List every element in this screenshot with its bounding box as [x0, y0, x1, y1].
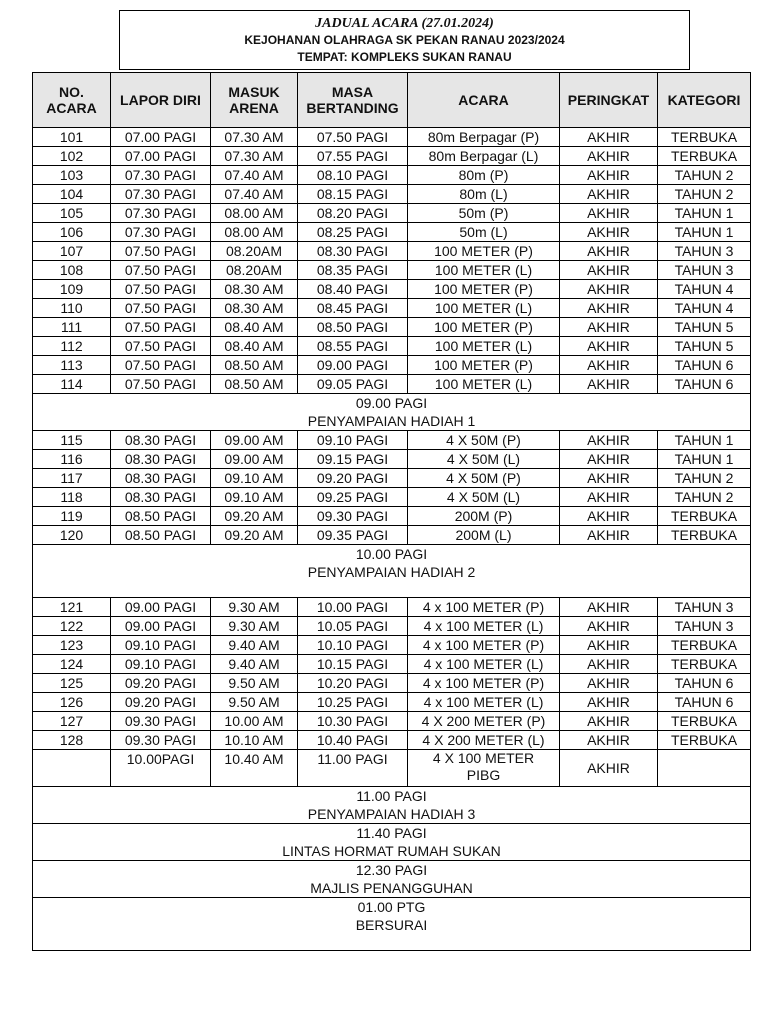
table-row — [33, 731, 751, 750]
cell-lapor-diri: 08.30 PAGI — [111, 431, 211, 450]
cell-no-acara: 127 — [33, 712, 111, 731]
cell-masa-bertanding: 10.15 PAGI — [298, 655, 408, 674]
table-row — [33, 488, 751, 507]
cell-masuk-arena: 09.10 AM — [211, 469, 298, 488]
cell-masa-bertanding: 07.55 PAGI — [298, 147, 408, 166]
cell-peringkat: AKHIR — [560, 204, 658, 223]
cell-acara: 100 METER (P) — [408, 318, 560, 337]
cell-kategori: TAHUN 1 — [658, 450, 751, 469]
cell-no-acara: 119 — [33, 507, 111, 526]
cell-kategori: TAHUN 6 — [658, 375, 751, 394]
cell-lapor-diri: 09.30 PAGI — [111, 712, 211, 731]
cell-acara: 100 METER (P) — [408, 242, 560, 261]
table-row — [33, 655, 751, 674]
cell-acara: 100 METER (L) — [408, 375, 560, 394]
cell-acara: 100 METER (P) — [408, 280, 560, 299]
cell-lapor-diri: 08.50 PAGI — [111, 507, 211, 526]
cell-masa-bertanding: 09.10 PAGI — [298, 431, 408, 450]
cell-masa-bertanding: 08.20 PAGI — [298, 204, 408, 223]
break-time: 09.00 PAGI — [355, 395, 428, 411]
cell-no-acara: 108 — [33, 261, 111, 280]
table-row — [33, 204, 751, 223]
cell-kategori: TAHUN 1 — [658, 223, 751, 242]
cell-masuk-arena: 07.30 AM — [211, 128, 298, 147]
cell-peringkat: AKHIR — [560, 636, 658, 655]
table-row — [33, 375, 751, 394]
cell-peringkat: AKHIR — [560, 147, 658, 166]
cell-peringkat: AKHIR — [560, 655, 658, 674]
break-label: PENYAMPAIAN HADIAH 3 — [307, 806, 476, 822]
col-header-acara: ACARA — [408, 73, 560, 128]
cell-masa-bertanding: 10.30 PAGI — [298, 712, 408, 731]
cell-no-acara: 102 — [33, 147, 111, 166]
cell-no-acara: 118 — [33, 488, 111, 507]
cell-lapor-diri: 08.30 PAGI — [111, 488, 211, 507]
cell-peringkat: AKHIR — [560, 617, 658, 636]
cell-masa-bertanding: 08.55 PAGI — [298, 337, 408, 356]
cell-masa-bertanding: 09.15 PAGI — [298, 450, 408, 469]
cell-kategori: TAHUN 3 — [658, 617, 751, 636]
cell-acara: 4 x 100 METER (L) — [408, 617, 560, 636]
break-row-hadiah-3 — [33, 787, 751, 824]
cell-acara: 4 X 100 METER PIBG — [408, 750, 560, 787]
document-header — [119, 10, 690, 70]
cell-peringkat: AKHIR — [560, 674, 658, 693]
break-row-hadiah-2 — [33, 545, 751, 598]
cell-peringkat: AKHIR — [560, 431, 658, 450]
cell-acara: 4 X 200 METER (P) — [408, 712, 560, 731]
break-row-hadiah-1 — [33, 394, 751, 431]
cell-acara: 4 x 100 METER (P) — [408, 674, 560, 693]
table-row — [33, 693, 751, 712]
cell-kategori: TAHUN 3 — [658, 598, 751, 617]
cell-acara: 200M (P) — [408, 507, 560, 526]
cell-lapor-diri: 07.30 PAGI — [111, 223, 211, 242]
cell-no-acara: 113 — [33, 356, 111, 375]
table-row-pibg — [33, 750, 751, 787]
cell-peringkat: AKHIR — [560, 299, 658, 318]
table-row — [33, 280, 751, 299]
cell-lapor-diri: 07.50 PAGI — [111, 318, 211, 337]
table-row — [33, 636, 751, 655]
cell-kategori: TAHUN 6 — [658, 674, 751, 693]
cell-masa-bertanding: 08.45 PAGI — [298, 299, 408, 318]
table-row — [33, 223, 751, 242]
cell-acara: 200M (L) — [408, 526, 560, 545]
cell-no-acara: 128 — [33, 731, 111, 750]
cell-peringkat: AKHIR — [560, 242, 658, 261]
cell-no-acara: 107 — [33, 242, 111, 261]
cell-acara: 100 METER (L) — [408, 299, 560, 318]
cell-kategori: TERBUKA — [658, 507, 751, 526]
cell-lapor-diri: 08.30 PAGI — [111, 450, 211, 469]
table-row — [33, 242, 751, 261]
cell-lapor-diri: 09.10 PAGI — [111, 655, 211, 674]
col-header-masuk-arena: MASUK ARENA — [211, 73, 298, 128]
col-header-kategori: KATEGORI — [658, 73, 751, 128]
cell-kategori: TERBUKA — [658, 636, 751, 655]
cell-masa-bertanding: 08.30 PAGI — [298, 242, 408, 261]
cell-peringkat: AKHIR — [560, 693, 658, 712]
event-name: KEJOHANAN OLAHRAGA SK PEKAN RANAU 2023/2024 — [244, 33, 565, 47]
cell-no-acara: 126 — [33, 693, 111, 712]
cell-kategori: TAHUN 1 — [658, 431, 751, 450]
cell-kategori: TAHUN 6 — [658, 693, 751, 712]
cell-peringkat: AKHIR — [560, 598, 658, 617]
cell-masuk-arena: 08.50 AM — [211, 356, 298, 375]
cell-kategori: TAHUN 2 — [658, 488, 751, 507]
cell-lapor-diri: 07.50 PAGI — [111, 280, 211, 299]
break-label: BERSURAI — [355, 917, 428, 933]
cell-masa-bertanding: 10.25 PAGI — [298, 693, 408, 712]
cell-lapor-diri: 07.50 PAGI — [111, 356, 211, 375]
cell-no-acara: 117 — [33, 469, 111, 488]
cell-masuk-arena: 10.40 AM — [211, 750, 298, 787]
cell-acara: 4 X 50M (P) — [408, 469, 560, 488]
cell-peringkat: AKHIR — [560, 280, 658, 299]
cell-acara: 50m (L) — [408, 223, 560, 242]
break-label: LINTAS HORMAT RUMAH SUKAN — [282, 843, 501, 859]
table-row — [33, 674, 751, 693]
cell-peringkat: AKHIR — [560, 166, 658, 185]
cell-peringkat: AKHIR — [560, 261, 658, 280]
cell-no-acara: 101 — [33, 128, 111, 147]
cell-kategori: TAHUN 2 — [658, 185, 751, 204]
cell-peringkat: AKHIR — [560, 526, 658, 545]
cell-masuk-arena: 10.10 AM — [211, 731, 298, 750]
cell-no-acara: 120 — [33, 526, 111, 545]
cell-no-acara: 122 — [33, 617, 111, 636]
cell-masa-bertanding: 10.20 PAGI — [298, 674, 408, 693]
cell-masa-bertanding: 08.50 PAGI — [298, 318, 408, 337]
cell-kategori: TAHUN 2 — [658, 166, 751, 185]
table-row — [33, 450, 751, 469]
table-row — [33, 166, 751, 185]
table-row — [33, 712, 751, 731]
cell-peringkat: AKHIR — [560, 185, 658, 204]
cell-masa-bertanding: 08.25 PAGI — [298, 223, 408, 242]
cell-peringkat: AKHIR — [560, 488, 658, 507]
break-row-penangguhan — [33, 861, 751, 898]
cell-kategori: TERBUKA — [658, 128, 751, 147]
table-row — [33, 507, 751, 526]
cell-masuk-arena: 09.20 AM — [211, 507, 298, 526]
cell-lapor-diri: 07.00 PAGI — [111, 147, 211, 166]
cell-masa-bertanding: 08.10 PAGI — [298, 166, 408, 185]
cell-acara: 4 x 100 METER (L) — [408, 693, 560, 712]
cell-masa-bertanding: 09.20 PAGI — [298, 469, 408, 488]
cell-masuk-arena: 9.30 AM — [211, 598, 298, 617]
cell-masuk-arena: 9.40 AM — [211, 655, 298, 674]
table-row — [33, 128, 751, 147]
cell-lapor-diri: 07.50 PAGI — [111, 261, 211, 280]
cell-masuk-arena: 08.00 AM — [211, 204, 298, 223]
cell-no-acara: 116 — [33, 450, 111, 469]
cell-kategori: TAHUN 3 — [658, 261, 751, 280]
table-row — [33, 617, 751, 636]
cell-masuk-arena: 09.10 AM — [211, 488, 298, 507]
cell-masa-bertanding: 09.35 PAGI — [298, 526, 408, 545]
cell-kategori: TERBUKA — [658, 147, 751, 166]
cell-kategori: TAHUN 4 — [658, 299, 751, 318]
cell-no-acara: 123 — [33, 636, 111, 655]
cell-acara: 4 X 50M (L) — [408, 450, 560, 469]
cell-kategori: TERBUKA — [658, 712, 751, 731]
cell-no-acara: 106 — [33, 223, 111, 242]
cell-lapor-diri: 07.50 PAGI — [111, 242, 211, 261]
cell-acara: 4 X 50M (P) — [408, 431, 560, 450]
cell-masuk-arena: 08.30 AM — [211, 299, 298, 318]
break-label: MAJLIS PENANGGUHAN — [310, 880, 473, 896]
cell-no-acara: 110 — [33, 299, 111, 318]
table-row — [33, 356, 751, 375]
cell-masuk-arena: 07.40 AM — [211, 166, 298, 185]
cell-masuk-arena: 09.20 AM — [211, 526, 298, 545]
cell-masuk-arena: 08.00 AM — [211, 223, 298, 242]
cell-peringkat: AKHIR — [560, 318, 658, 337]
table-row — [33, 431, 751, 450]
cell-lapor-diri: 09.00 PAGI — [111, 617, 211, 636]
table-row — [33, 526, 751, 545]
cell-peringkat: AKHIR — [560, 469, 658, 488]
cell-masa-bertanding: 08.35 PAGI — [298, 261, 408, 280]
cell-no-acara: 109 — [33, 280, 111, 299]
cell-acara: 4 x 100 METER (P) — [408, 636, 560, 655]
cell-masuk-arena: 08.30 AM — [211, 280, 298, 299]
schedule-title: JADUAL ACARA (27.01.2024) — [315, 16, 494, 31]
cell-masa-bertanding: 11.00 PAGI — [298, 750, 408, 787]
schedule-table — [32, 72, 751, 951]
cell-masa-bertanding: 09.30 PAGI — [298, 507, 408, 526]
col-header-peringkat: PERINGKAT — [560, 73, 658, 128]
header-row — [33, 73, 751, 128]
break-time: 10.00 PAGI — [355, 546, 428, 562]
cell-lapor-diri: 09.30 PAGI — [111, 731, 211, 750]
cell-no-acara: 125 — [33, 674, 111, 693]
cell-masa-bertanding: 09.00 PAGI — [298, 356, 408, 375]
cell-acara: 100 METER (L) — [408, 337, 560, 356]
cell-acara: 80m Berpagar (P) — [408, 128, 560, 147]
cell-kategori: TAHUN 5 — [658, 318, 751, 337]
cell-masa-bertanding: 07.50 PAGI — [298, 128, 408, 147]
col-header-lapor-diri: LAPOR DIRI — [111, 73, 211, 128]
cell-masuk-arena: 9.50 AM — [211, 693, 298, 712]
cell-acara: 4 x 100 METER (P) — [408, 598, 560, 617]
cell-no-acara: 115 — [33, 431, 111, 450]
cell-lapor-diri: 08.30 PAGI — [111, 469, 211, 488]
cell-masuk-arena: 08.20AM — [211, 242, 298, 261]
cell-no-acara — [33, 750, 111, 787]
cell-no-acara: 105 — [33, 204, 111, 223]
cell-no-acara: 103 — [33, 166, 111, 185]
cell-kategori: TERBUKA — [658, 526, 751, 545]
cell-no-acara: 121 — [33, 598, 111, 617]
cell-masa-bertanding: 08.15 PAGI — [298, 185, 408, 204]
cell-lapor-diri: 07.30 PAGI — [111, 166, 211, 185]
cell-lapor-diri: 10.00PAGI — [111, 750, 211, 787]
cell-peringkat: AKHIR — [560, 450, 658, 469]
cell-kategori: TAHUN 1 — [658, 204, 751, 223]
table-row — [33, 147, 751, 166]
cell-acara: 80m (P) — [408, 166, 560, 185]
cell-lapor-diri: 08.50 PAGI — [111, 526, 211, 545]
cell-no-acara: 112 — [33, 337, 111, 356]
cell-no-acara: 124 — [33, 655, 111, 674]
cell-peringkat: AKHIR — [560, 356, 658, 375]
cell-masa-bertanding: 10.00 PAGI — [298, 598, 408, 617]
cell-no-acara: 111 — [33, 318, 111, 337]
cell-peringkat: AKHIR — [560, 507, 658, 526]
table-row — [33, 469, 751, 488]
break-row-bersurai — [33, 898, 751, 951]
cell-masuk-arena: 9.50 AM — [211, 674, 298, 693]
col-header-no-acara: NO. ACARA — [33, 73, 111, 128]
cell-lapor-diri: 07.50 PAGI — [111, 299, 211, 318]
cell-masuk-arena: 9.30 AM — [211, 617, 298, 636]
cell-masa-bertanding: 09.05 PAGI — [298, 375, 408, 394]
cell-acara: 80m Berpagar (L) — [408, 147, 560, 166]
cell-masa-bertanding: 10.10 PAGI — [298, 636, 408, 655]
cell-peringkat: AKHIR — [560, 750, 658, 787]
table-row — [33, 299, 751, 318]
break-label: PENYAMPAIAN HADIAH 1 — [307, 413, 476, 429]
break-time: 11.00 PAGI — [356, 788, 427, 804]
cell-peringkat: AKHIR — [560, 223, 658, 242]
cell-masuk-arena: 09.00 AM — [211, 450, 298, 469]
cell-lapor-diri: 07.30 PAGI — [111, 204, 211, 223]
venue: TEMPAT: KOMPLEKS SUKAN RANAU — [297, 50, 512, 64]
cell-lapor-diri: 09.00 PAGI — [111, 598, 211, 617]
cell-kategori: TAHUN 6 — [658, 356, 751, 375]
cell-kategori: TAHUN 2 — [658, 469, 751, 488]
cell-kategori: TAHUN 4 — [658, 280, 751, 299]
cell-masuk-arena: 08.20AM — [211, 261, 298, 280]
cell-lapor-diri: 09.10 PAGI — [111, 636, 211, 655]
table-row — [33, 598, 751, 617]
break-row-lintas-hormat — [33, 824, 751, 861]
cell-peringkat: AKHIR — [560, 712, 658, 731]
cell-masa-bertanding: 10.40 PAGI — [298, 731, 408, 750]
cell-masuk-arena: 07.30 AM — [211, 147, 298, 166]
cell-masuk-arena: 9.40 AM — [211, 636, 298, 655]
cell-kategori: TAHUN 3 — [658, 242, 751, 261]
cell-kategori: TERBUKA — [658, 655, 751, 674]
cell-masuk-arena: 10.00 AM — [211, 712, 298, 731]
cell-lapor-diri: 09.20 PAGI — [111, 693, 211, 712]
cell-lapor-diri: 07.50 PAGI — [111, 337, 211, 356]
cell-lapor-diri: 07.30 PAGI — [111, 185, 211, 204]
break-time: 01.00 PTG — [357, 899, 426, 915]
table-row — [33, 261, 751, 280]
cell-no-acara: 114 — [33, 375, 111, 394]
table-row — [33, 318, 751, 337]
cell-peringkat: AKHIR — [560, 128, 658, 147]
cell-masuk-arena: 08.50 AM — [211, 375, 298, 394]
cell-masuk-arena: 09.00 AM — [211, 431, 298, 450]
cell-kategori: TERBUKA — [658, 731, 751, 750]
cell-masuk-arena: 08.40 AM — [211, 318, 298, 337]
cell-masa-bertanding: 10.05 PAGI — [298, 617, 408, 636]
cell-peringkat: AKHIR — [560, 375, 658, 394]
cell-masuk-arena: 08.40 AM — [211, 337, 298, 356]
cell-peringkat: AKHIR — [560, 731, 658, 750]
cell-lapor-diri: 07.00 PAGI — [111, 128, 211, 147]
cell-acara: 4 x 100 METER (L) — [408, 655, 560, 674]
cell-masa-bertanding: 09.25 PAGI — [298, 488, 408, 507]
cell-acara: 4 X 200 METER (L) — [408, 731, 560, 750]
cell-acara: 100 METER (L) — [408, 261, 560, 280]
cell-acara: 100 METER (P) — [408, 356, 560, 375]
table-row — [33, 337, 751, 356]
break-time: 12.30 PAGI — [355, 862, 428, 878]
cell-kategori — [658, 750, 751, 787]
cell-kategori: TAHUN 5 — [658, 337, 751, 356]
cell-acara: 4 X 50M (L) — [408, 488, 560, 507]
cell-peringkat: AKHIR — [560, 337, 658, 356]
cell-masa-bertanding: 08.40 PAGI — [298, 280, 408, 299]
cell-acara: 50m (P) — [408, 204, 560, 223]
cell-lapor-diri: 09.20 PAGI — [111, 674, 211, 693]
col-header-masa-bertanding: MASA BERTANDING — [298, 73, 408, 128]
cell-masuk-arena: 07.40 AM — [211, 185, 298, 204]
break-label: PENYAMPAIAN HADIAH 2 — [307, 564, 476, 580]
table-row — [33, 185, 751, 204]
cell-lapor-diri: 07.50 PAGI — [111, 375, 211, 394]
cell-no-acara: 104 — [33, 185, 111, 204]
cell-acara: 80m (L) — [408, 185, 560, 204]
break-time: 11.40 PAGI — [356, 825, 427, 841]
